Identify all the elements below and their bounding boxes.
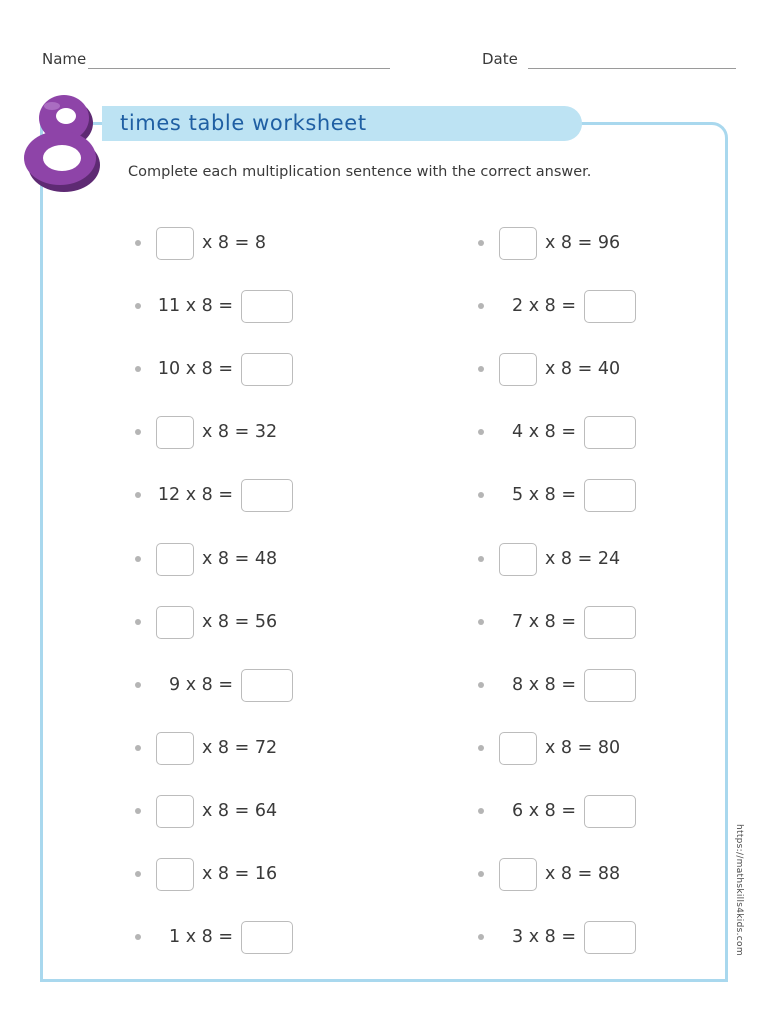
missing-factor-box[interactable] <box>156 227 194 260</box>
missing-factor-box[interactable] <box>156 732 194 765</box>
problem-expression: x 8 = 48 <box>202 549 278 569</box>
problem-expression: 10 x 8 = <box>157 359 233 379</box>
bullet-point <box>135 682 141 688</box>
number-eight-badge-icon <box>20 90 110 195</box>
answer-box[interactable] <box>584 921 636 954</box>
problem-expression: 5 x 8 = <box>512 485 576 505</box>
bullet-point <box>478 303 484 309</box>
footer-url: https://mathskills4kids.com <box>734 824 744 956</box>
answer-box[interactable] <box>584 479 636 512</box>
problem-row <box>146 478 293 512</box>
problem-expression: 7 x 8 = <box>512 612 576 632</box>
date-field-line[interactable] <box>528 68 736 69</box>
missing-factor-box[interactable] <box>499 227 537 260</box>
answer-box[interactable] <box>241 290 293 323</box>
problem-expression: 11 x 8 = <box>157 296 233 316</box>
missing-factor-box[interactable] <box>156 606 194 639</box>
problem-expression: 6 x 8 = <box>512 801 576 821</box>
bullet-point <box>478 492 484 498</box>
problem-row <box>489 478 636 512</box>
problem-row <box>146 668 293 702</box>
missing-factor-box[interactable] <box>499 732 537 765</box>
bullet-point <box>135 619 141 625</box>
problem-row <box>499 731 628 765</box>
bullet-point <box>135 492 141 498</box>
problem-row <box>146 920 293 954</box>
problem-row <box>489 289 636 323</box>
answer-box[interactable] <box>241 353 293 386</box>
missing-factor-box[interactable] <box>156 795 194 828</box>
problem-expression: x 8 = 56 <box>202 612 278 632</box>
problem-expression: x 8 = 88 <box>545 864 621 884</box>
problem-expression: x 8 = 24 <box>545 549 621 569</box>
answer-box[interactable] <box>584 669 636 702</box>
problem-row <box>499 226 628 260</box>
answer-box[interactable] <box>241 669 293 702</box>
problem-row <box>146 352 293 386</box>
answer-box[interactable] <box>584 606 636 639</box>
problem-expression: 9 x 8 = <box>169 675 233 695</box>
problem-row <box>489 920 636 954</box>
problem-expression: x 8 = 8 <box>202 233 266 253</box>
worksheet-title: times table worksheet <box>120 111 367 135</box>
missing-factor-box[interactable] <box>156 416 194 449</box>
name-field-line[interactable] <box>88 68 390 69</box>
problem-expression: x 8 = 96 <box>545 233 621 253</box>
bullet-point <box>135 556 141 562</box>
problem-row <box>499 542 628 576</box>
problem-row <box>489 415 636 449</box>
problem-row <box>156 226 274 260</box>
problem-expression: x 8 = 40 <box>545 359 621 379</box>
problem-expression: x 8 = 64 <box>202 801 278 821</box>
missing-factor-box[interactable] <box>499 543 537 576</box>
bullet-point <box>478 619 484 625</box>
problem-expression: 12 x 8 = <box>157 485 233 505</box>
problem-row <box>156 605 285 639</box>
answer-box[interactable] <box>241 479 293 512</box>
problem-expression: x 8 = 72 <box>202 738 278 758</box>
bullet-point <box>478 429 484 435</box>
missing-factor-box[interactable] <box>499 858 537 891</box>
missing-factor-box[interactable] <box>499 353 537 386</box>
problem-row <box>156 857 285 891</box>
problem-expression: 4 x 8 = <box>512 422 576 442</box>
bullet-point <box>478 934 484 940</box>
problem-expression: x 8 = 32 <box>202 422 278 442</box>
problem-expression: 8 x 8 = <box>512 675 576 695</box>
problem-row <box>156 731 285 765</box>
answer-box[interactable] <box>241 921 293 954</box>
badge-digit: 8 <box>20 90 21 91</box>
name-label: Name <box>42 50 87 68</box>
bullet-point <box>478 366 484 372</box>
problem-row <box>489 605 636 639</box>
bullet-point <box>135 303 141 309</box>
bullet-point <box>478 682 484 688</box>
bullet-point <box>135 366 141 372</box>
missing-factor-box[interactable] <box>156 858 194 891</box>
problem-expression: x 8 = 16 <box>202 864 278 884</box>
problem-row <box>156 542 285 576</box>
problem-row <box>489 794 636 828</box>
bullet-point <box>135 871 141 877</box>
problem-expression: x 8 = 80 <box>545 738 621 758</box>
problem-row <box>489 668 636 702</box>
bullet-point <box>478 240 484 246</box>
bullet-point <box>135 808 141 814</box>
bullet-point <box>478 808 484 814</box>
problem-expression: 3 x 8 = <box>512 927 576 947</box>
bullet-point <box>478 745 484 751</box>
problem-row <box>156 794 285 828</box>
answer-box[interactable] <box>584 290 636 323</box>
bullet-point <box>478 871 484 877</box>
bullet-point <box>135 934 141 940</box>
problem-row <box>156 415 285 449</box>
bullet-point <box>135 240 141 246</box>
answer-box[interactable] <box>584 416 636 449</box>
instructions-text: Complete each multiplication sentence with the correct answer. <box>128 164 592 180</box>
problem-row <box>146 289 293 323</box>
missing-factor-box[interactable] <box>156 543 194 576</box>
bullet-point <box>135 745 141 751</box>
bullet-point <box>478 556 484 562</box>
problem-expression: 2 x 8 = <box>512 296 576 316</box>
problem-expression: 1 x 8 = <box>169 927 233 947</box>
date-label: Date <box>482 50 518 68</box>
problem-row <box>499 352 628 386</box>
answer-box[interactable] <box>584 795 636 828</box>
bullet-point <box>135 429 141 435</box>
problem-row <box>499 857 628 891</box>
